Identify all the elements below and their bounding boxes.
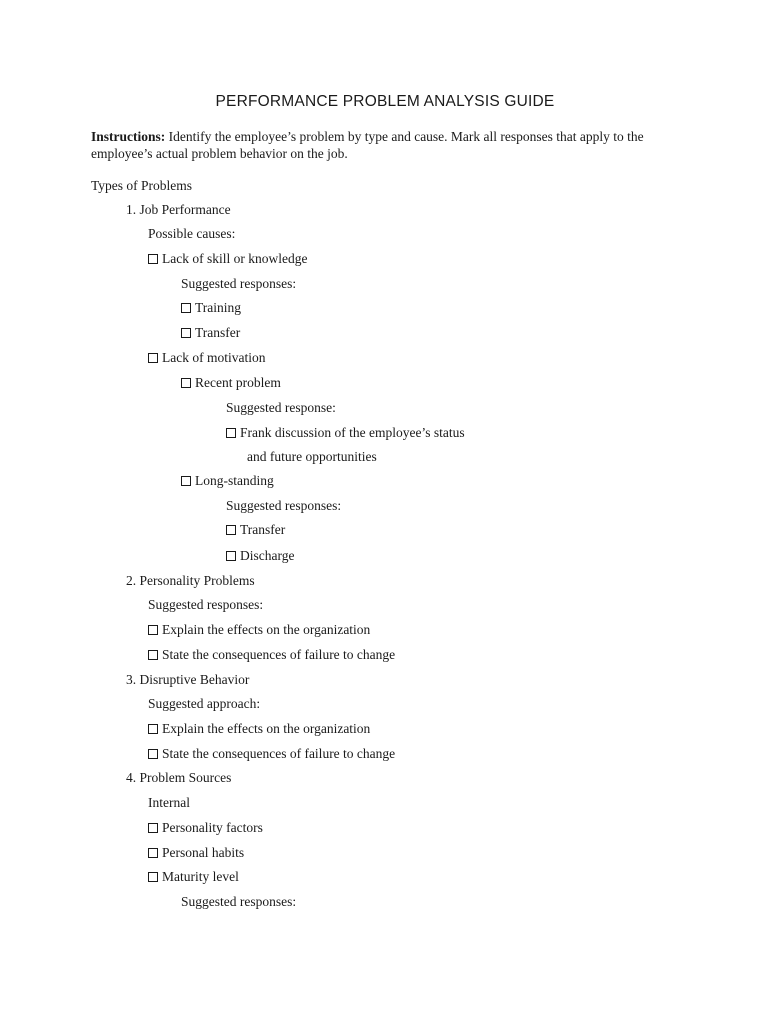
checklist-item (181, 375, 281, 391)
line-text: Training (195, 300, 242, 315)
checkbox-icon[interactable] (148, 650, 158, 660)
outline-text (181, 894, 296, 910)
line-text: Personal habits (162, 845, 245, 860)
line-text: Suggested responses: (181, 894, 297, 909)
checklist-item (226, 425, 465, 441)
instructions-label: Instructions: (91, 129, 166, 144)
checkbox-icon[interactable] (148, 724, 158, 734)
line-text: State the consequences of failure to change (162, 746, 396, 761)
line-text: 4. Problem Sources (126, 770, 232, 785)
line-text: Explain the effects on the organization (162, 721, 371, 736)
line-text: Recent problem (195, 375, 281, 390)
checkbox-icon[interactable] (181, 378, 191, 388)
checkbox-icon[interactable] (226, 428, 236, 438)
line-text: Explain the effects on the organization (162, 622, 371, 637)
line-text: Possible causes: (148, 226, 236, 241)
outline-text (148, 696, 260, 712)
checkbox-icon[interactable] (226, 551, 236, 561)
checkbox-icon[interactable] (148, 872, 158, 882)
checklist-item (181, 325, 240, 341)
outline-text (226, 400, 336, 416)
checklist-item (148, 622, 370, 638)
line-text: State the consequences of failure to change (162, 647, 396, 662)
outline-text (126, 573, 255, 589)
line-text: 3. Disruptive Behavior (126, 672, 250, 687)
checklist-item (148, 350, 265, 366)
outline-text (126, 770, 231, 786)
line-text: Internal (148, 795, 190, 810)
outline-text (148, 597, 263, 613)
line-text: Transfer (240, 522, 286, 537)
outline-text (91, 178, 192, 194)
outline-text (148, 226, 235, 242)
checkbox-icon[interactable] (148, 254, 158, 264)
instructions-text: Identify the employee’s problem by type and cause. Mark all responses that apply to the employee’s actual problem behavior on the job. (91, 129, 644, 161)
line-text: Suggested response: (226, 400, 336, 415)
line-text: Suggested responses: (181, 276, 297, 291)
checkbox-icon[interactable] (148, 353, 158, 363)
line-text: Personality factors (162, 820, 263, 835)
line-text: Suggested responses: (226, 498, 342, 513)
outline-text (148, 795, 190, 811)
checkbox-icon[interactable] (148, 848, 158, 858)
outline-text (126, 672, 249, 688)
line-text: Frank discussion of the employee’s status (240, 425, 465, 440)
checkbox-icon[interactable] (148, 749, 158, 759)
line-text: 1. Job Performance (126, 202, 231, 217)
checkbox-icon[interactable] (226, 525, 236, 535)
line-text: Long-standing (195, 473, 274, 488)
checklist-item (181, 300, 241, 316)
checklist-item (148, 820, 263, 836)
checklist-item (148, 251, 307, 267)
outline-text (247, 449, 377, 465)
instructions-paragraph (91, 128, 691, 162)
line-text: 2. Personality Problems (126, 573, 255, 588)
checklist-item (226, 522, 285, 538)
outline-text (226, 498, 341, 514)
checkbox-icon[interactable] (148, 625, 158, 635)
line-text: Suggested responses: (148, 597, 264, 612)
line-text: Types of Problems (91, 178, 193, 193)
outline-text (126, 202, 231, 218)
checklist-item (148, 845, 244, 861)
line-text: Lack of skill or knowledge (162, 251, 308, 266)
line-text: Suggested approach: (148, 696, 261, 711)
checklist-item (148, 721, 370, 737)
checkbox-icon[interactable] (181, 476, 191, 486)
line-text: and future opportunities (247, 449, 377, 464)
line-text: Transfer (195, 325, 241, 340)
checklist-item (148, 869, 239, 885)
line-text: Lack of motivation (162, 350, 266, 365)
line-text: Maturity level (162, 869, 239, 884)
page-title: PERFORMANCE PROBLEM ANALYSIS GUIDE (215, 93, 555, 110)
checkbox-icon[interactable] (181, 303, 191, 313)
line-text: Discharge (240, 548, 295, 563)
checklist-item (181, 473, 274, 489)
checklist-item (148, 746, 395, 762)
outline-text (181, 276, 296, 292)
checklist-item (226, 548, 294, 564)
checkbox-icon[interactable] (181, 328, 191, 338)
checklist-item (148, 647, 395, 663)
checkbox-icon[interactable] (148, 823, 158, 833)
